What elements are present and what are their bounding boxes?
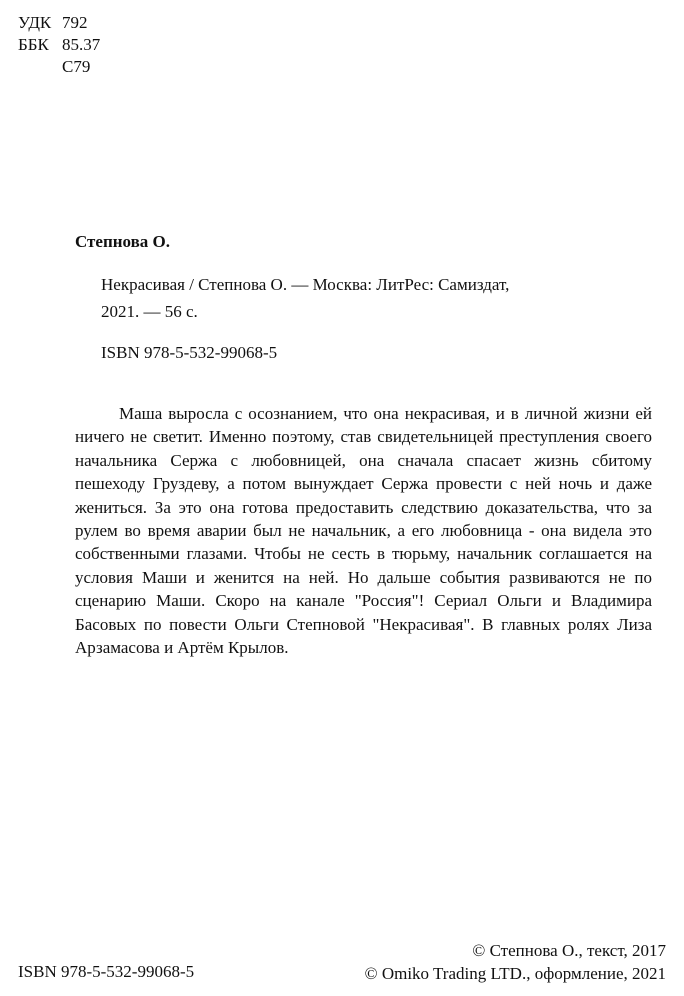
copyright-text-line: © Степнова О., текст, 2017: [472, 941, 666, 960]
bibliographic-line-2: 2021. — 56 с.: [101, 302, 198, 321]
udk-value: 792: [62, 13, 88, 32]
bbk-label: ББК: [18, 35, 49, 54]
bibliographic-description: [101, 271, 621, 325]
isbn-main: ISBN 978-5-532-99068-5: [101, 343, 278, 362]
abstract-paragraph: Маша выросла с осознанием, что она некрасивая, и в личной жизни ей ничего не светит. Именно поэтому, став свидетельницей преступления своего начальника Сержа с любовницей, она сначала спасает жизнь сбитому пешеходу Груздеву, а потом вынуждает Сержа провести с ней ночь и даже жениться. За это она готова предоставить следствию доказательства, что за рулем во время аварии был не начальник, а его любовница - она видела это собственными глазами. Чтобы не сесть в тюрьму, начальник соглашается на условия Маши и женится на ней. Но дальше события развиваются не по сценарию Маши. Скоро на канале "Россия"! Сериал Ольги и Владимира Басовых по повести Ольги Степновой "Некрасивая". В главных ролях Лиза Арзамасова и Артём Крылов.: [75, 404, 652, 658]
bbk-row: [18, 34, 100, 56]
copyright-block: [365, 939, 666, 985]
udk-label: УДК: [18, 13, 52, 32]
author-mark-spacer: [18, 56, 62, 78]
bibliographic-line-1: Некрасивая / Степнова О. — Москва: ЛитРес: Самиздат,: [101, 275, 510, 294]
classification-codes: [18, 12, 100, 78]
author-mark: С79: [62, 57, 91, 76]
author-mark-row: [18, 56, 100, 78]
udk-row: [18, 12, 100, 34]
bbk-value: 85.37: [62, 35, 101, 54]
isbn-footer: ISBN 978-5-532-99068-5: [18, 962, 195, 981]
copyright-design-line: © Omiko Trading LTD., оформление, 2021: [364, 964, 666, 983]
author-heading: Степнова О.: [75, 232, 171, 251]
